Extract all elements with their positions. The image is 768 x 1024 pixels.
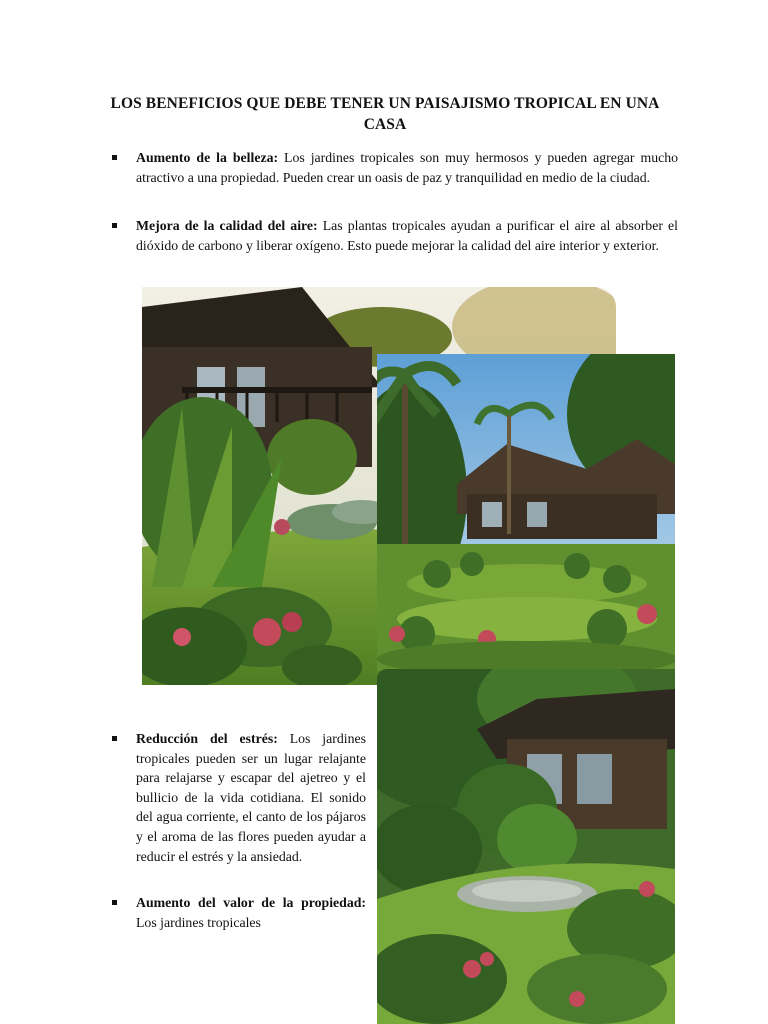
benefit-heading: Reducción del estrés: — [136, 731, 278, 746]
bullet-square-icon — [112, 900, 117, 905]
bullet-square-icon — [112, 223, 117, 228]
benefit-item-property-value — [112, 893, 366, 932]
tropical-garden-palms-photo — [377, 354, 675, 671]
benefit-text: Los jardines tropicales son muy hermosos y pueden agregar mucho atractivo a una propiedad. Pueden crear un oasis de paz y tranquilidad en medio de la ciudad. — [136, 150, 679, 185]
benefit-text: Las plantas tropicales ayudan a purificar el aire al absorber el dióxido de carbono y liberar oxígeno. Esto puede mejorar la calidad del aire interior y exterior. — [136, 218, 678, 253]
benefit-heading: Mejora de la calidad del aire: — [136, 218, 318, 233]
benefit-heading: Aumento de la belleza: — [136, 150, 279, 165]
document-title: LOS BENEFICIOS QUE DEBE TENER UN PAISAJISMO TROPICAL EN UNA CASA — [110, 95, 660, 133]
tropical-garden-lawn-photo — [377, 669, 675, 1024]
benefit-text: Los jardines tropicales — [136, 914, 261, 930]
bullet-square-icon — [112, 155, 117, 160]
benefit-item-stress — [112, 729, 366, 866]
benefit-item-beauty — [112, 148, 678, 187]
benefit-item-air-quality — [112, 216, 678, 255]
benefit-heading: Aumento del valor de la propiedad: — [136, 895, 366, 910]
bullet-square-icon — [112, 736, 117, 741]
benefit-text: Los jardines tropicales pueden ser un lugar relajante para relajarse y escapar del ajetreo y el bullicio de la vida cotidiana. El sonido del agua corriente, el canto de los pájaros y el aroma de las flores pueden ayudar a reducir el estrés y la ansiedad. — [136, 731, 366, 864]
